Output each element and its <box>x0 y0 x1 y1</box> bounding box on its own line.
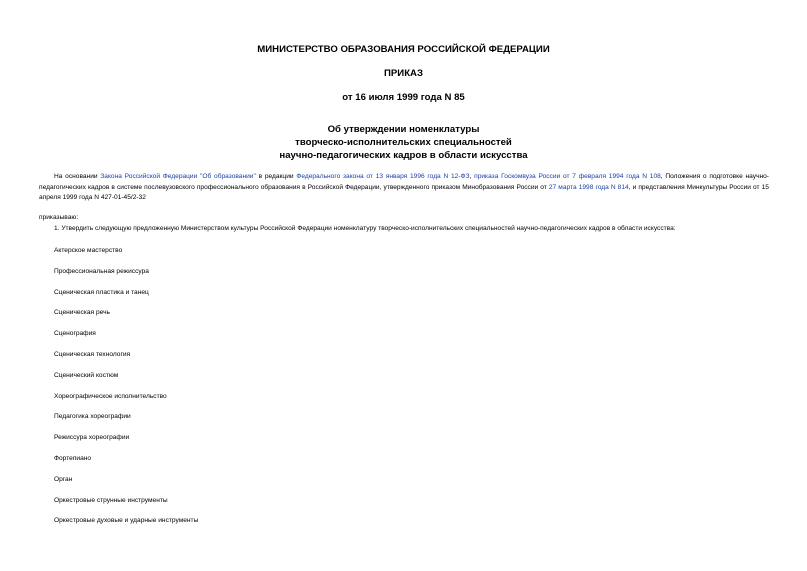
list-item: Оркестровые струнные инструменты <box>54 496 168 504</box>
document-type: ПРИКАЗ <box>384 68 423 79</box>
list-item: Оркестровые духовые и ударные инструменты <box>54 517 199 525</box>
document-subject <box>0 123 807 162</box>
list-item: Сценическая технология <box>54 350 131 358</box>
preamble-text: , Положения о подготовке научно-педагогических кадров в системе послевузовского профессионального образования в Российской Федерации, утвержденного приказом Минобразования России от <box>39 173 770 191</box>
preamble-text: На основании <box>54 173 101 180</box>
specialties-list <box>54 246 198 537</box>
preamble-text: , и представления Минкультуры России от 15 апреля 1999 года N 427-01-45/2-32 <box>39 183 769 201</box>
list-item: Сценический костюм <box>54 371 119 379</box>
subject-line: научно-педагогических кадров в области искусства <box>279 150 528 161</box>
order-word: приказываю: <box>39 214 79 221</box>
list-item: Режиссура хореографии <box>54 434 130 442</box>
document-date: от 16 июля 1999 года N 85 <box>342 92 465 103</box>
list-item: Фортепиано <box>54 454 92 462</box>
list-item: Сценическая речь <box>54 309 110 317</box>
list-item: Актерское мастерство <box>54 247 123 254</box>
list-item: Сценическая пластика и танец <box>54 288 149 296</box>
list-item: Профессиональная режиссура <box>54 267 149 275</box>
law-on-education-link[interactable]: Закона Российской Федерации "Об образовании" <box>100 173 256 180</box>
goskomvuz-order-link[interactable]: приказа Госкомвуза России от 7 февраля 1994 года N 108 <box>474 173 661 180</box>
ministry-heading: МИНИСТЕРСТВО ОБРАЗОВАНИЯ РОССИЙСКОЙ ФЕДЕРАЦИИ <box>257 44 550 55</box>
list-item: Орган <box>54 475 73 483</box>
list-item: Сценография <box>54 330 96 338</box>
preamble-text: в редакции <box>255 173 297 180</box>
list-item: Хореографическое исполнительство <box>54 392 167 400</box>
minobrazovaniya-order-link[interactable]: 27 марта 1998 года N 814 <box>548 183 629 191</box>
federal-law-link[interactable]: Федерального закона от 13 января 1996 года N 12-ФЗ <box>296 173 470 180</box>
subject-line: Об утверждении номенклатуры <box>327 124 480 135</box>
point-1: 1. Утвердить следующую предложенную Министерством культуры Российской Федерации номенклатуру творческо-исполнительских специальностей научно-педагогических кадров в области искусства: <box>54 225 676 232</box>
subject-line: творческо-исполнительских специальностей <box>295 137 512 148</box>
preamble-text: , <box>469 173 475 180</box>
list-item: Педагогика хореографии <box>54 413 131 421</box>
preamble-paragraph <box>39 172 769 204</box>
